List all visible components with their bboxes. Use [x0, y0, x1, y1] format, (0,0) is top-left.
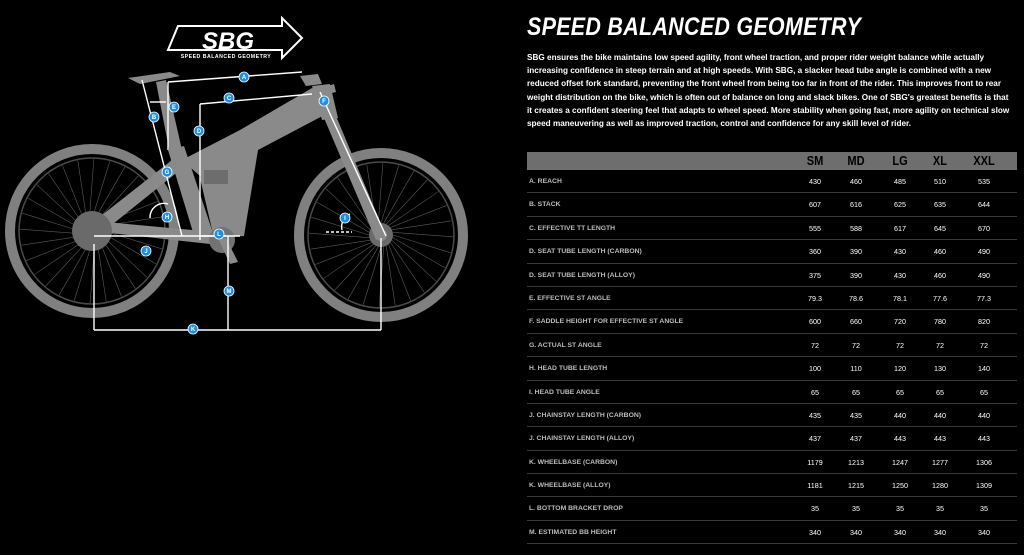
- row-label: F. SADDLE HEIGHT FOR EFFECTIVE ST ANGLE: [529, 318, 684, 326]
- value-cell: 78.6: [849, 293, 863, 303]
- value-cell: 617: [894, 223, 906, 233]
- value-cell: 77.3: [977, 293, 991, 303]
- value-cell: 644: [978, 200, 990, 210]
- value-cell: 435: [850, 410, 862, 420]
- value-cell: 72: [852, 340, 860, 350]
- table-row: [527, 217, 1017, 240]
- table-row: [527, 381, 1017, 404]
- value-cell: 79.3: [808, 293, 822, 303]
- value-cell: 443: [894, 434, 906, 444]
- value-cell: 607: [809, 200, 821, 210]
- row-label: B. STACK: [529, 201, 561, 209]
- row-label: I. HEAD TUBE ANGLE: [529, 388, 600, 396]
- size-header-lg: LG: [892, 153, 908, 168]
- value-cell: 1250: [892, 481, 908, 491]
- row-label: J. CHAINSTAY LENGTH (ALLOY): [529, 435, 635, 443]
- value-cell: 120: [894, 364, 906, 374]
- value-cell: 625: [894, 200, 906, 210]
- marker-g: [162, 167, 172, 177]
- value-cell: 340: [894, 527, 906, 537]
- svg-text:I: I: [344, 216, 346, 223]
- marker-h: [162, 212, 172, 222]
- value-cell: 645: [934, 223, 946, 233]
- marker-b: [149, 112, 159, 122]
- bike-geometry-diagram: [0, 0, 500, 555]
- value-cell: 1181: [807, 481, 823, 491]
- svg-text:M: M: [226, 289, 232, 296]
- value-cell: 588: [850, 223, 862, 233]
- value-cell: 490: [978, 270, 990, 280]
- value-cell: 485: [894, 177, 906, 186]
- row-label: A. REACH: [529, 178, 562, 185]
- value-cell: 440: [978, 410, 990, 420]
- logo-subtext: SPEED BALANCED GEOMETRY: [180, 54, 272, 60]
- logo-text: SBG: [201, 28, 255, 55]
- value-cell: 340: [978, 527, 990, 537]
- row-label: E. EFFECTIVE ST ANGLE: [529, 294, 611, 302]
- value-cell: 1213: [848, 457, 864, 467]
- table-row: [527, 193, 1017, 216]
- description-text: SBG ensures the bike maintains low speed agility, front wheel traction, and proper rider weight balance while actually increasing confidence in steep terrain and at high speeds. With SBG, a slacker head tube angle is combined with a new reduced offset fork standard, preventing the front wheel from being too far in front of the rider. This improves front to rear weight distribution on the bike, which is often out of balance on long and slack bikes. One of SBG's greatest benefits is that it creates a confident steering feel that adapts to wheel speed. More stability when going fast, more agility on technical slow speed maneuvering as well as improved traction, control and confidence for any skill level of rider.: [527, 53, 1010, 129]
- value-cell: 1179: [807, 457, 823, 467]
- value-cell: 443: [934, 434, 946, 444]
- row-label: K. WHEELBASE (ALLOY): [529, 482, 611, 490]
- row-label: L. BOTTOM BRACKET DROP: [529, 505, 623, 513]
- table-row: [527, 170, 1017, 193]
- svg-text:H: H: [164, 215, 170, 222]
- row-label: D. SEAT TUBE LENGTH (ALLOY): [529, 271, 635, 279]
- row-label: K. WHEELBASE (CARBON): [529, 458, 618, 466]
- value-cell: 437: [809, 434, 821, 444]
- marker-e: [169, 102, 179, 112]
- value-cell: 72: [896, 340, 904, 350]
- marker-d: [194, 126, 204, 136]
- table-row: [527, 497, 1017, 520]
- table-row: [527, 287, 1017, 310]
- table-row: [527, 451, 1017, 474]
- value-cell: 510: [934, 177, 946, 186]
- value-cell: 390: [850, 270, 862, 280]
- value-cell: 35: [852, 504, 860, 514]
- marker-i: [340, 213, 350, 223]
- value-cell: 440: [934, 410, 946, 420]
- row-label: D. SEAT TUBE LENGTH (CARBON): [529, 248, 642, 256]
- value-cell: 35: [936, 504, 944, 514]
- value-cell: 430: [894, 247, 906, 257]
- table-row: [527, 264, 1017, 287]
- page-title: SPEED BALANCED GEOMETRY: [527, 13, 862, 41]
- value-cell: 1277: [932, 457, 948, 467]
- table-body: [527, 170, 1017, 544]
- value-cell: 65: [852, 387, 860, 397]
- value-cell: 616: [850, 200, 862, 210]
- svg-text:F: F: [322, 99, 326, 106]
- svg-text:A: A: [241, 75, 247, 82]
- value-cell: 555: [809, 223, 821, 233]
- value-cell: 140: [978, 364, 990, 374]
- row-label: G. ACTUAL ST ANGLE: [529, 341, 602, 349]
- table-row: [527, 521, 1017, 544]
- svg-text:J: J: [144, 249, 148, 256]
- value-cell: 1306: [976, 457, 992, 467]
- size-header-sm: SM: [806, 153, 824, 168]
- svg-text:E: E: [171, 105, 177, 112]
- table-row: [527, 427, 1017, 450]
- value-cell: 820: [978, 317, 990, 327]
- row-label: J. CHAINSTAY LENGTH (CARBON): [529, 411, 642, 419]
- value-cell: 720: [894, 317, 906, 327]
- value-cell: 443: [978, 434, 990, 444]
- value-cell: 375: [809, 270, 821, 280]
- table-row: [527, 404, 1017, 427]
- value-cell: 130: [934, 364, 946, 374]
- value-cell: 72: [980, 340, 988, 350]
- size-header-xxl: XXL: [973, 153, 995, 168]
- value-cell: 65: [936, 387, 944, 397]
- value-cell: 600: [809, 317, 821, 327]
- value-cell: 1309: [976, 481, 992, 491]
- svg-text:L: L: [217, 232, 221, 239]
- value-cell: 430: [894, 270, 906, 280]
- svg-text:D: D: [196, 129, 202, 136]
- value-cell: 65: [896, 387, 904, 397]
- marker-c: [224, 93, 234, 103]
- svg-text:G: G: [164, 170, 170, 177]
- value-cell: 490: [978, 247, 990, 257]
- value-cell: 435: [809, 410, 821, 420]
- value-cell: 660: [850, 317, 862, 327]
- size-header-xl: XL: [932, 153, 948, 168]
- table-row: [527, 474, 1017, 497]
- svg-text:B: B: [151, 115, 157, 122]
- size-header-md: MD: [847, 153, 865, 168]
- value-cell: 72: [811, 340, 819, 350]
- value-cell: 340: [934, 527, 946, 537]
- row-label: C. EFFECTIVE TT LENGTH: [529, 224, 616, 232]
- value-cell: 390: [850, 247, 862, 257]
- value-cell: 460: [934, 270, 946, 280]
- value-cell: 340: [850, 527, 862, 537]
- marker-l: [214, 229, 224, 239]
- value-cell: 460: [850, 177, 862, 186]
- marker-j: [141, 246, 151, 256]
- value-cell: 780: [934, 317, 946, 327]
- value-cell: 670: [978, 223, 990, 233]
- value-cell: 360: [809, 247, 821, 257]
- value-cell: 65: [980, 387, 988, 397]
- marker-a: [239, 72, 249, 82]
- value-cell: 1215: [848, 481, 864, 491]
- value-cell: 635: [934, 200, 946, 210]
- value-cell: 437: [850, 434, 862, 444]
- marker-k: [188, 324, 198, 334]
- table-header-row: [527, 152, 1017, 170]
- value-cell: 440: [894, 410, 906, 420]
- value-cell: 535: [978, 177, 990, 186]
- value-cell: 78.1: [893, 293, 907, 303]
- value-cell: 77.6: [933, 293, 947, 303]
- table-row: [527, 334, 1017, 357]
- value-cell: 430: [809, 177, 821, 186]
- svg-text:K: K: [190, 327, 196, 334]
- row-label: H. HEAD TUBE LENGTH: [529, 365, 608, 373]
- table-row: [527, 357, 1017, 380]
- sbg-logo: [168, 18, 302, 60]
- svg-text:C: C: [226, 96, 232, 103]
- value-cell: 340: [809, 527, 821, 537]
- value-cell: 35: [811, 504, 819, 514]
- value-cell: 1247: [892, 457, 908, 467]
- value-cell: 72: [936, 340, 944, 350]
- value-cell: 35: [980, 504, 988, 514]
- geometry-panel: [527, 0, 1017, 555]
- row-label: M. ESTIMATED BB HEIGHT: [529, 528, 617, 536]
- geometry-table: [527, 152, 1017, 544]
- value-cell: 110: [850, 364, 862, 374]
- value-cell: 460: [934, 247, 946, 257]
- value-cell: 65: [811, 387, 819, 397]
- table-row: [527, 310, 1017, 333]
- value-cell: 100: [809, 364, 821, 374]
- marker-m: [224, 286, 234, 296]
- value-cell: 1280: [932, 481, 948, 491]
- value-cell: 35: [896, 504, 904, 514]
- table-row: [527, 240, 1017, 263]
- marker-f: [319, 96, 329, 106]
